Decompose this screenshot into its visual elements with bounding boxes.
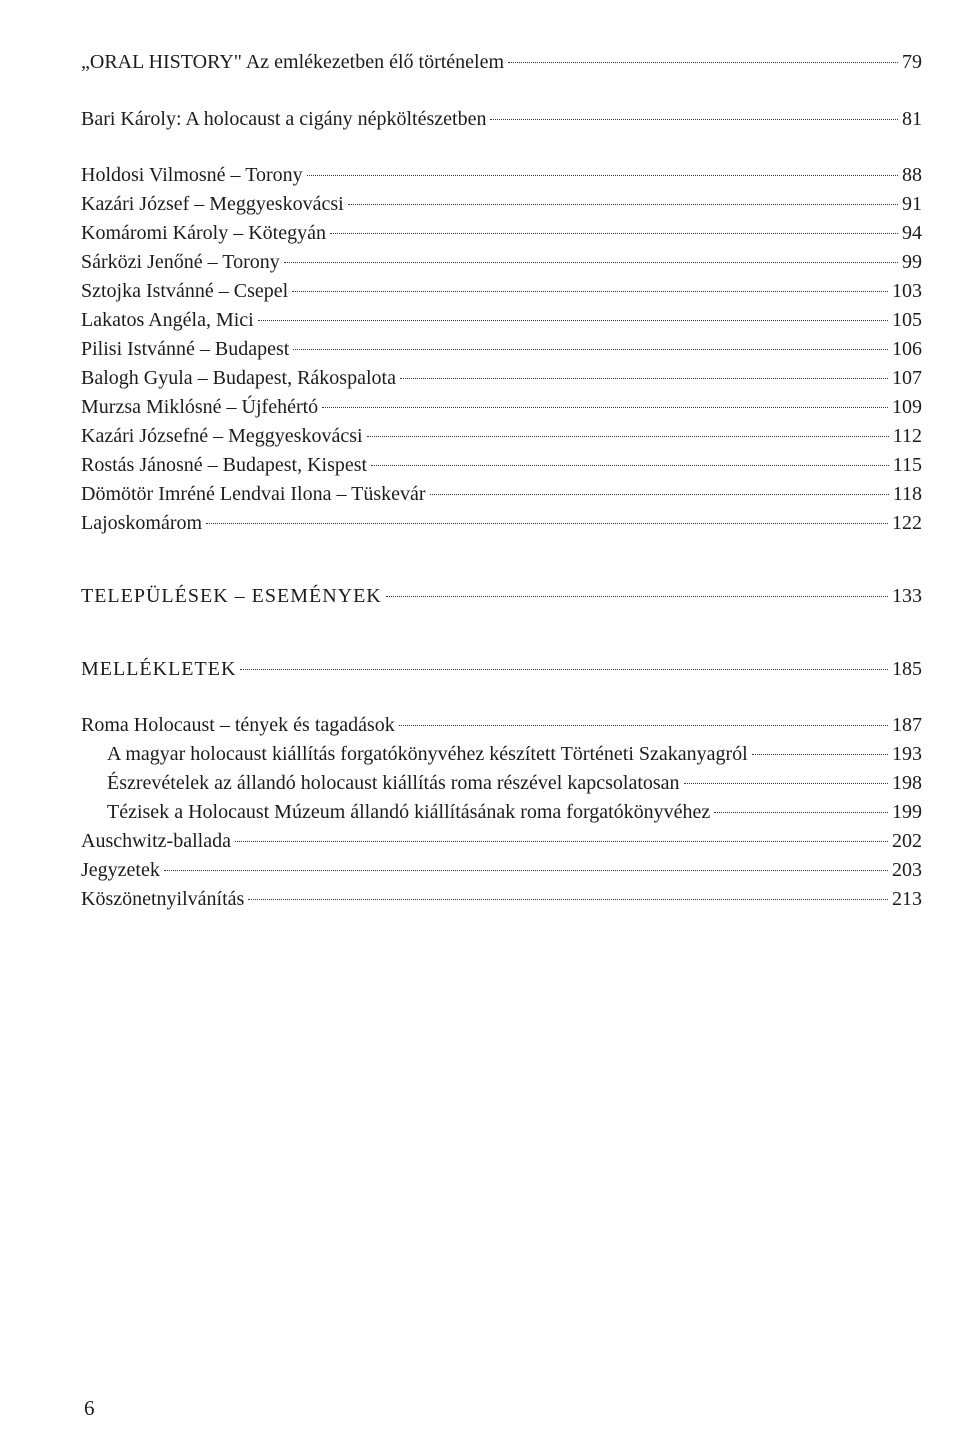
dot-leader <box>371 465 889 466</box>
toc-entry-title: Komáromi Károly – Kötegyán <box>81 222 326 244</box>
toc-entry-interview <box>81 393 922 422</box>
toc-entry-title: Sárközi Jenőné – Torony <box>81 251 280 273</box>
dot-leader <box>235 841 888 842</box>
toc-entry-title: Dömötör Imréné Lendvai Ilona – Tüskevár <box>81 483 426 505</box>
toc-entry-interview <box>81 219 922 248</box>
toc-entry-page: 88 <box>902 164 922 186</box>
toc-entry-page: 193 <box>892 743 922 765</box>
toc-entry-page: 198 <box>892 772 922 794</box>
toc-entry-title: Auschwitz-ballada <box>81 830 231 852</box>
toc-entry-page: 105 <box>892 309 922 331</box>
toc-entry-appendix-sub <box>81 769 922 798</box>
dot-leader <box>430 494 889 495</box>
toc-entry-title: Kazári József – Meggyeskovácsi <box>81 193 344 215</box>
toc-entry-bari <box>81 105 922 134</box>
toc-entry-page: 185 <box>892 658 922 680</box>
dot-leader <box>752 754 888 755</box>
dot-leader <box>293 349 888 350</box>
toc-entry-title: Holdosi Vilmosné – Torony <box>81 164 303 186</box>
toc-entry-interview <box>81 335 922 364</box>
toc-entry-page: 81 <box>902 108 922 130</box>
dot-leader <box>164 870 888 871</box>
table-of-contents <box>81 48 922 914</box>
toc-entry-appendix-sub <box>81 740 922 769</box>
dot-leader <box>386 596 888 597</box>
toc-entry-title: Észrevételek az állandó holocaust kiállítás roma részével kapcsolatosan <box>107 772 680 794</box>
toc-entry-page: 106 <box>892 338 922 360</box>
toc-entry-title: Lajoskomárom <box>81 512 203 534</box>
toc-entry-page: 109 <box>892 396 922 418</box>
toc-entry-interview <box>81 190 922 219</box>
dot-leader <box>348 204 898 205</box>
toc-entry-mellekletek <box>81 655 922 684</box>
toc-entry-appendix-sub <box>81 798 922 827</box>
dot-leader <box>258 320 888 321</box>
dot-leader <box>307 175 898 176</box>
dot-leader <box>684 783 888 784</box>
toc-entry-page: 122 <box>892 512 922 534</box>
toc-entry-title: Bari Károly: A holocaust a cigány népköltészetben <box>81 108 487 130</box>
toc-entry-interview <box>81 509 922 538</box>
toc-entry-page: 103 <box>892 280 922 302</box>
dot-leader <box>490 119 898 120</box>
toc-entry-page: 115 <box>892 454 922 476</box>
dot-leader <box>714 812 888 813</box>
toc-entry-title: „ORAL HISTORY" Az emlékezetben élő történelem <box>81 51 505 73</box>
toc-entry-page: 187 <box>892 714 922 736</box>
toc-entry-title: Lakatos Angéla, Mici <box>81 309 254 331</box>
toc-entry-title: Balogh Gyula – Budapest, Rákospalota <box>81 367 396 389</box>
toc-entry-page: 118 <box>892 483 922 505</box>
dot-leader <box>240 669 888 670</box>
toc-entry-page: 99 <box>902 251 922 273</box>
toc-entry-title: Tézisek a Holocaust Múzeum állandó kiállításának roma forgatókönyvéhez <box>107 801 711 823</box>
dot-leader <box>400 378 888 379</box>
toc-entry-title: TELEPÜLÉSEK – ESEMÉNYEK <box>81 585 382 607</box>
toc-entry-title: Pilisi Istvánné – Budapest <box>81 338 290 360</box>
toc-entry-title: Jegyzetek <box>81 859 160 881</box>
toc-entry-page: 112 <box>892 425 922 447</box>
dot-leader <box>248 899 888 900</box>
toc-entry-interview <box>81 277 922 306</box>
toc-entry-title: Rostás Jánosné – Budapest, Kispest <box>81 454 368 476</box>
toc-entry-interview <box>81 248 922 277</box>
toc-entry-interview <box>81 364 922 393</box>
toc-entry-oral-history <box>81 48 922 77</box>
toc-entry-appendix <box>81 827 922 856</box>
toc-entry-title: A magyar holocaust kiállítás forgatókönyvéhez készített Történeti Szakanyagról <box>107 743 748 765</box>
dot-leader <box>292 291 888 292</box>
dot-leader <box>399 725 888 726</box>
toc-entry-title: Kazári Józsefné – Meggyeskovácsi <box>81 425 363 447</box>
toc-entry-page: 107 <box>892 367 922 389</box>
toc-entry-interview <box>81 480 922 509</box>
dot-leader <box>508 62 898 63</box>
toc-entry-title: MELLÉKLETEK <box>81 658 237 680</box>
toc-entry-page: 79 <box>902 51 922 73</box>
dot-leader <box>322 407 888 408</box>
toc-entry-title: Köszönetnyilvánítás <box>81 888 245 910</box>
toc-entry-interview <box>81 451 922 480</box>
page-number: 6 <box>84 1396 95 1420</box>
toc-entry-appendix <box>81 856 922 885</box>
toc-entry-interview <box>81 306 922 335</box>
toc-entry-appendix <box>81 711 922 740</box>
dot-leader <box>330 233 898 234</box>
dot-leader <box>206 523 888 524</box>
toc-entry-page: 133 <box>892 585 922 607</box>
toc-entry-interview <box>81 422 922 451</box>
toc-entry-page: 94 <box>902 222 922 244</box>
toc-entry-appendix <box>81 885 922 914</box>
toc-entry-page: 91 <box>902 193 922 215</box>
toc-entry-page: 213 <box>892 888 922 910</box>
toc-entry-title: Murzsa Miklósné – Újfehértó <box>81 396 319 418</box>
toc-entry-title: Roma Holocaust – tények és tagadások <box>81 714 395 736</box>
dot-leader <box>367 436 889 437</box>
toc-entry-telepulesek <box>81 582 922 611</box>
toc-entry-page: 203 <box>892 859 922 881</box>
toc-entry-interview <box>81 161 922 190</box>
toc-entry-page: 199 <box>892 801 922 823</box>
toc-entry-page: 202 <box>892 830 922 852</box>
dot-leader <box>284 262 898 263</box>
toc-entry-title: Sztojka Istvánné – Csepel <box>81 280 289 302</box>
